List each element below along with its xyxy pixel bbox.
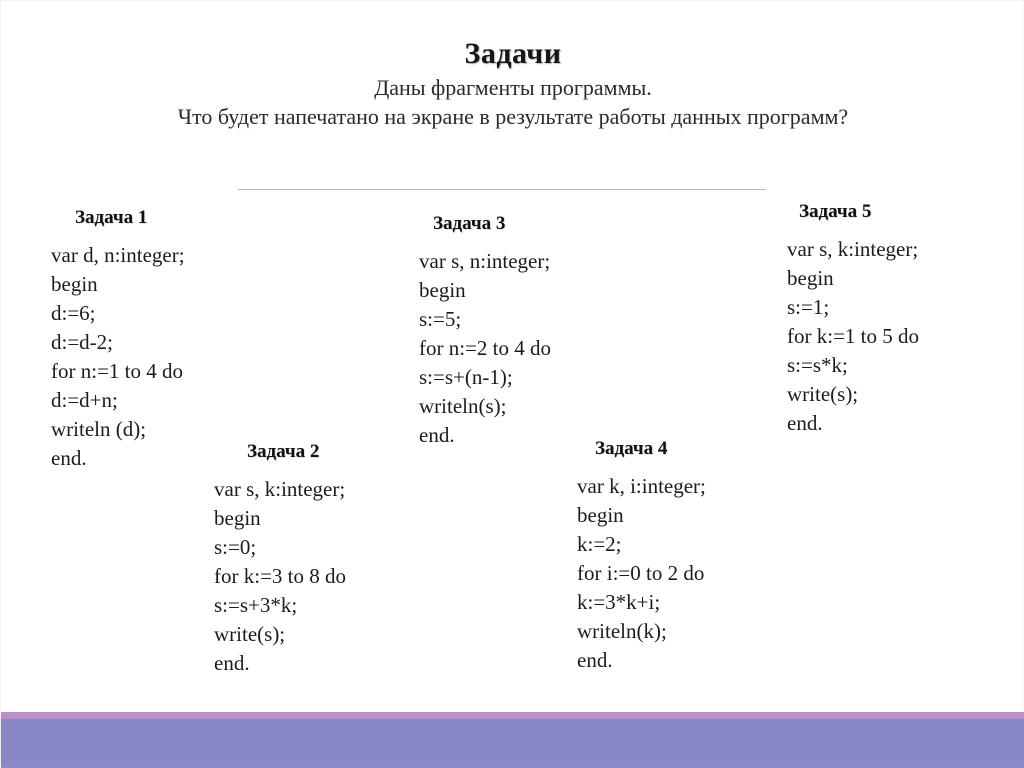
- code-line: s:=s+(n-1);: [419, 365, 513, 389]
- task-4-heading: Задача 4: [595, 438, 668, 459]
- task-2-code: [214, 475, 429, 678]
- code-line: for n:=1 to 4 do: [51, 359, 183, 383]
- task-1-code: [51, 241, 266, 473]
- task-1-heading: Задача 1: [75, 207, 148, 228]
- code-line: begin: [577, 503, 624, 527]
- code-line: end.: [214, 651, 250, 675]
- code-line: write(s);: [787, 382, 859, 406]
- task-4-code: [577, 472, 797, 675]
- code-line: d:=d+n;: [51, 388, 118, 412]
- code-line: writeln (d);: [51, 417, 147, 441]
- task-3-heading: Задача 3: [433, 213, 506, 234]
- code-line: begin: [419, 278, 466, 302]
- code-line: s:=s+3*k;: [214, 593, 298, 617]
- code-line: begin: [214, 506, 261, 530]
- task-2-heading: Задача 2: [247, 441, 320, 462]
- code-line: d:=6;: [51, 301, 96, 325]
- code-line: end.: [787, 411, 823, 435]
- task-block-2: [214, 441, 429, 678]
- code-line: begin: [51, 272, 98, 296]
- task-block-3: [419, 213, 639, 450]
- code-line: end.: [577, 648, 613, 672]
- footer-band: [1, 719, 1024, 768]
- code-line: end.: [419, 423, 455, 447]
- code-line: var d, n:integer;: [51, 243, 185, 267]
- code-line: writeln(s);: [419, 394, 507, 418]
- code-line: writeln(k);: [577, 619, 667, 643]
- code-line: s:=5;: [419, 307, 462, 331]
- subtitle-line-2: Что будет напечатано на экране в результате работы данных программ?: [177, 104, 849, 129]
- slide-header: [1, 37, 1024, 131]
- code-line: var s, n:integer;: [419, 249, 551, 273]
- header-divider: [238, 189, 766, 190]
- code-line: for n:=2 to 4 do: [419, 336, 551, 360]
- code-line: for k:=1 to 5 do: [787, 324, 919, 348]
- task-block-4: [577, 438, 797, 675]
- subtitle-line-1: Даны фрагменты программы.: [374, 75, 652, 100]
- code-line: s:=s*k;: [787, 353, 848, 377]
- code-line: write(s);: [214, 622, 286, 646]
- code-line: for i:=0 to 2 do: [577, 561, 705, 585]
- task-5-code: [787, 235, 1007, 438]
- code-line: for k:=3 to 8 do: [214, 564, 346, 588]
- task-3-code: [419, 247, 639, 450]
- code-line: s:=1;: [787, 295, 830, 319]
- code-line: var k, i:integer;: [577, 474, 706, 498]
- code-line: begin: [787, 266, 834, 290]
- code-line: k:=2;: [577, 532, 622, 556]
- code-line: k:=3*k+i;: [577, 590, 661, 614]
- code-line: s:=0;: [214, 535, 257, 559]
- page-title: Задачи: [464, 37, 562, 70]
- footer-accent-stripe: [1, 712, 1024, 719]
- task-block-5: [787, 201, 1007, 438]
- task-5-heading: Задача 5: [799, 201, 872, 222]
- code-line: var s, k:integer;: [787, 237, 919, 261]
- code-line: var s, k:integer;: [214, 477, 346, 501]
- code-line: end.: [51, 446, 87, 470]
- code-line: d:=d-2;: [51, 330, 114, 354]
- task-block-1: [51, 207, 266, 473]
